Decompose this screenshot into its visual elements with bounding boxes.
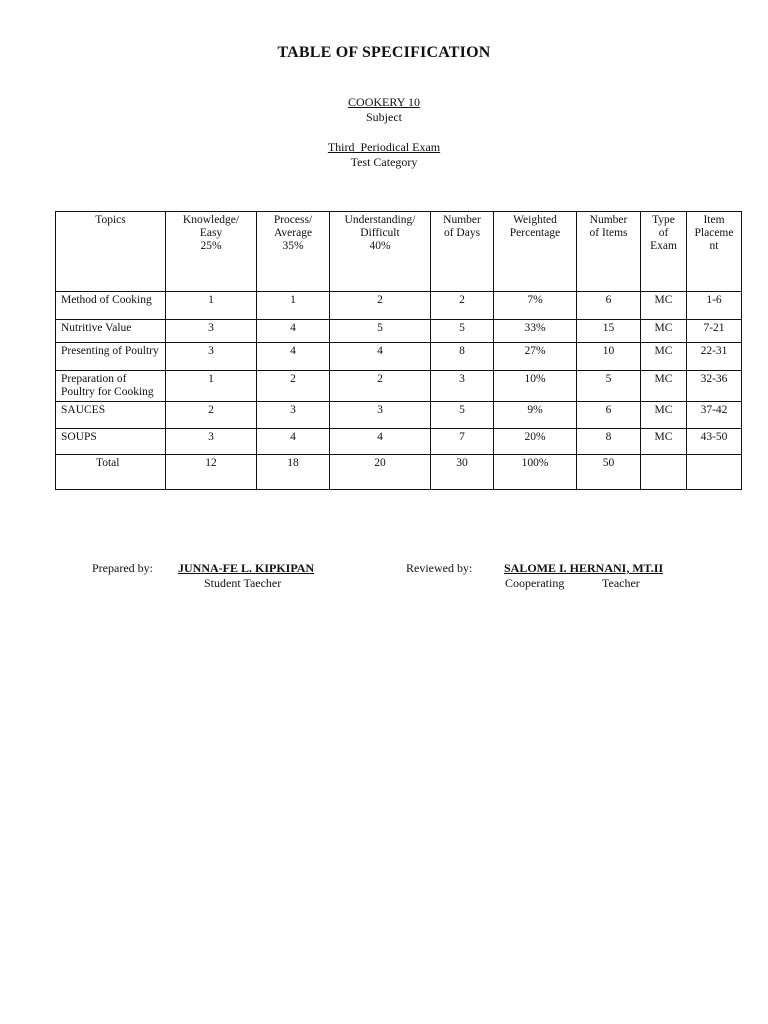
knowledge-cell: 2 xyxy=(166,402,257,429)
header-days: Number of Days xyxy=(431,212,494,292)
items-cell: 6 xyxy=(577,292,641,320)
type-cell: MC xyxy=(641,343,687,371)
prepared-by-name: JUNNA-FE L. KIPKIPAN xyxy=(178,561,315,575)
understanding-cell: 2 xyxy=(330,292,431,320)
total-process: 18 xyxy=(257,455,330,490)
reviewed-by-label: Reviewed by: xyxy=(406,561,473,575)
total-label: Total xyxy=(56,455,166,490)
understanding-cell: 3 xyxy=(330,402,431,429)
weighted-cell: 9% xyxy=(494,402,577,429)
items-cell: 6 xyxy=(577,402,641,429)
header-placement: Item Placeme nt xyxy=(687,212,742,292)
process-cell: 3 xyxy=(257,402,330,429)
knowledge-cell: 1 xyxy=(166,292,257,320)
topic-cell: SAUCES xyxy=(56,402,166,429)
weighted-cell: 33% xyxy=(494,320,577,343)
placement-cell: 1-6 xyxy=(687,292,742,320)
items-cell: 15 xyxy=(577,320,641,343)
reviewed-by-role-teacher: Teacher xyxy=(602,576,640,590)
table-row xyxy=(56,371,742,402)
knowledge-cell: 1 xyxy=(166,371,257,402)
topic-cell: Method of Cooking xyxy=(56,292,166,320)
table-row xyxy=(56,320,742,343)
total-days: 30 xyxy=(431,455,494,490)
total-weighted: 100% xyxy=(494,455,577,490)
table-row xyxy=(56,429,742,455)
days-cell: 5 xyxy=(431,402,494,429)
total-items: 50 xyxy=(577,455,641,490)
placement-cell: 22-31 xyxy=(687,343,742,371)
weighted-cell: 20% xyxy=(494,429,577,455)
process-cell: 4 xyxy=(257,429,330,455)
placement-cell: 37-42 xyxy=(687,402,742,429)
weighted-cell: 10% xyxy=(494,371,577,402)
reviewed-by-role-cooperating: Cooperating xyxy=(505,576,565,590)
days-cell: 8 xyxy=(431,343,494,371)
process-cell: 4 xyxy=(257,343,330,371)
type-cell: MC xyxy=(641,320,687,343)
type-cell: MC xyxy=(641,402,687,429)
placement-cell: 32-36 xyxy=(687,371,742,402)
topic-cell: Nutritive Value xyxy=(56,320,166,343)
knowledge-cell: 3 xyxy=(166,343,257,371)
subject-value: COOKERY 10 xyxy=(348,95,420,109)
days-cell: 5 xyxy=(431,320,494,343)
document-title: TABLE OF SPECIFICATION xyxy=(277,44,491,61)
reviewed-by-name: SALOME I. HERNANI, MT.II xyxy=(504,561,664,575)
type-cell: MC xyxy=(641,292,687,320)
topic-cell: SOUPS xyxy=(56,429,166,455)
understanding-cell: 5 xyxy=(330,320,431,343)
days-cell: 7 xyxy=(431,429,494,455)
type-cell: MC xyxy=(641,371,687,402)
process-cell: 1 xyxy=(257,292,330,320)
understanding-cell: 2 xyxy=(330,371,431,402)
table-row xyxy=(56,292,742,320)
header-type: Type of Exam xyxy=(641,212,687,292)
type-cell: MC xyxy=(641,429,687,455)
header-knowledge: Knowledge/ Easy 25% xyxy=(166,212,257,292)
table-row xyxy=(56,402,742,429)
total-row xyxy=(56,455,742,490)
knowledge-cell: 3 xyxy=(166,429,257,455)
topic-cell: Preparation of Poultry for Cooking xyxy=(56,371,166,402)
total-type xyxy=(641,455,687,490)
placement-cell: 43-50 xyxy=(687,429,742,455)
header-process: Process/ Average 35% xyxy=(257,212,330,292)
prepared-by-role: Student Taecher xyxy=(204,576,282,590)
table-row xyxy=(56,343,742,371)
understanding-cell: 4 xyxy=(330,343,431,371)
items-cell: 8 xyxy=(577,429,641,455)
header-understanding: Understanding/ Difficult 40% xyxy=(330,212,431,292)
items-cell: 10 xyxy=(577,343,641,371)
placement-cell: 7-21 xyxy=(687,320,742,343)
subject-label: Subject xyxy=(366,110,402,124)
total-knowledge: 12 xyxy=(166,455,257,490)
total-placement xyxy=(687,455,742,490)
header-topics: Topics xyxy=(56,212,166,292)
understanding-cell: 4 xyxy=(330,429,431,455)
knowledge-cell: 3 xyxy=(166,320,257,343)
header-items: Number of Items xyxy=(577,212,641,292)
test-category-label: Test Category xyxy=(350,155,418,169)
header-row xyxy=(56,212,742,292)
total-understanding: 20 xyxy=(330,455,431,490)
test-category-value: Third Periodical Exam xyxy=(327,140,441,154)
process-cell: 2 xyxy=(257,371,330,402)
weighted-cell: 7% xyxy=(494,292,577,320)
weighted-cell: 27% xyxy=(494,343,577,371)
header-weighted: Weighted Percentage xyxy=(494,212,577,292)
process-cell: 4 xyxy=(257,320,330,343)
prepared-by-label: Prepared by: xyxy=(92,561,153,575)
specification-table xyxy=(55,211,742,490)
topic-cell: Presenting of Poultry xyxy=(56,343,166,371)
days-cell: 3 xyxy=(431,371,494,402)
items-cell: 5 xyxy=(577,371,641,402)
days-cell: 2 xyxy=(431,292,494,320)
